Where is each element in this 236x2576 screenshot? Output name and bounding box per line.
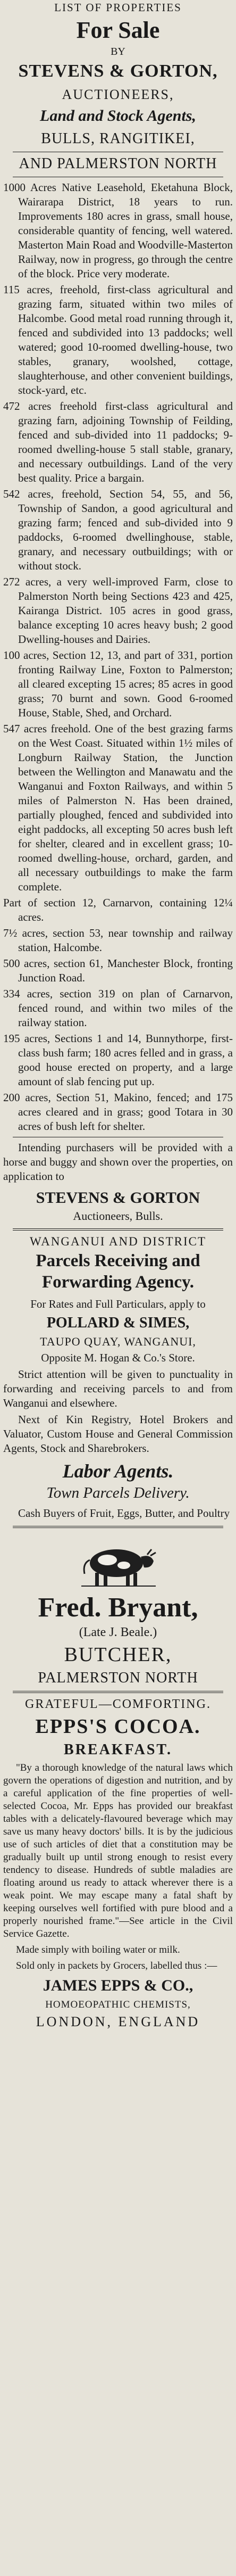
signature-firm: STEVENS & GORTON <box>36 1189 200 1207</box>
epps-cocoa-advert <box>3 1697 233 2030</box>
for-sale-heading: For Sale <box>76 17 160 43</box>
list-item: 7½ acres, section 53, near township and railway station, Halcombe. <box>3 927 233 954</box>
list-item: 195 acres, Sections 1 and 14, Bunnythorpe, first-class bush farm; 180 acres felled and in grass, a good house erected on property, and a large amount of slab fencing put up. <box>3 1032 233 1088</box>
epps-city: LONDON, ENGLAND <box>36 2014 200 2030</box>
list-item: 542 acres, freehold, Section 54, 55, and 56, Township of Sandon, a good agricultural and grazing farm; fenced and sub-divided into 9 paddocks, 6-roomed dwellinghouse, stable, granary, and necessary outbuildings; with or without stock. <box>3 488 233 572</box>
epps-homoeo: HOMOEOPATHIC CHEMISTS, <box>45 1999 191 2011</box>
list-item: 472 acres freehold first-class agricultural and grazing farn, adjoining Township of Feilding, fenced and sub-divided into 11 paddocks; 9-roomed dwelling-house 5 stall stable, granary, and necessary outbuildings. Land of the very best quality. Price a bargain. <box>3 400 233 484</box>
pollard-simes: POLLARD & SIMES, <box>46 1315 190 1332</box>
section-divider <box>13 1526 223 1528</box>
by-label: BY <box>111 46 125 57</box>
butcher-trade: BUTCHER, <box>64 1644 172 1666</box>
place-palmerston: AND PALMERSTON NORTH <box>19 155 217 172</box>
town-parcels: Town Parcels Delivery. <box>46 1484 190 1502</box>
list-item: 500 acres, section 61, Manchester Block, fronting Junction Road. <box>3 957 233 984</box>
list-item: 334 acres, section 319 on plan of Carnarvon, fenced round, and within two miles of the railway station. <box>3 987 233 1029</box>
section-divider <box>13 1691 223 1693</box>
bull-icon <box>78 1535 158 1589</box>
property-list <box>3 180 233 1134</box>
epps-sold: Sold only in packets by Grocers, labelled thus :— <box>16 1960 217 1972</box>
wanganui-subtitle: Parcels Receiving and Forwarding Agency. <box>36 1251 200 1292</box>
opposite-hogan: Opposite M. Hogan & Co.'s Store. <box>41 1351 195 1365</box>
firm-name: STEVENS & GORTON, <box>18 61 218 81</box>
list-item: 272 acres, a very well-improved Farm, close to Palmerston North being Sections 423 and 425, Kairanga District. 105 acres in good grass, balance excepting 10 acres heavy bush; 2 good Dwelling-houses and Dairies. <box>3 575 233 646</box>
epps-firm: JAMES EPPS & CO., <box>43 1977 193 1995</box>
list-item: Part of section 12, Carnarvon, containing 12¼ acres. <box>3 896 233 923</box>
bull-illustration-wrap <box>3 1535 233 1589</box>
signature-subtitle: Auctioneers, Bulls. <box>73 1209 163 1223</box>
apply-text: For Rates and Full Particulars, apply to <box>30 1298 206 1311</box>
butcher-predecessor: (Late J. Beale.) <box>79 1625 157 1640</box>
newspaper-column <box>0 2 236 2030</box>
list-item: 547 acres freehold. One of the best grazing farms on the West Coast. Situated within 1½ miles of Longburn Railway Station, the Junction between the Wellington and Manawatu and the Wanganui and Foxton Railways, and within 5 miles of Palmerston N. Has been drained, partially ploughed, fenced and subdivided into eight paddocks, all excepting 50 acres bush left for shelter, cleared and in excellent grass; 10-roomed dwelling-house, orchard, garden, and all necessary outbuildings to make the farm complete. <box>3 722 233 893</box>
land-stock-agents: Land and Stock Agents, <box>40 107 196 125</box>
taupo-quay: TAUPO QUAY, WANGANUI, <box>40 1335 196 1349</box>
section-divider <box>13 1228 223 1231</box>
stevens-gorton-advert <box>3 2 233 1223</box>
wanganui-parcels-advert <box>3 1235 233 1521</box>
firm-role: AUCTIONEERS, <box>62 87 174 102</box>
epps-cocoa-title: EPPS'S COCOA. <box>35 1715 201 1738</box>
list-item: 1000 Acres Native Leasehold, Eketahuna Block, Wairarapa District, 18 years to run. Improvements 180 acres in grass, small house, considerable quantity of fencing, well watered. Masterton Main Road and Woodville-Masterton Railway, now in progress, go through the centre of the block. Price very moderate. <box>3 181 233 280</box>
place-bulls: BULLS, RANGITIKEI, <box>41 130 195 147</box>
next-of-kin: Next of Kin Registry, Hotel Brokers and Valuator, Custom House and General Commission Agents, Stock and Sharebrokers. <box>3 1413 233 1455</box>
breakfast-heading: BREAKFAST. <box>64 1741 172 1758</box>
list-item: 100 acres, Section 12, 13, and part of 331, portion fronting Railway Line, Foxton to Palmerston; all cleared excepting 15 acres; 85 acres in good grass; 70 burnt and sown. Good 6-roomed House, Stable, Shed, and Orchard. <box>3 649 233 719</box>
grateful-comforting: GRATEFUL—COMFORTING. <box>25 1697 211 1712</box>
strict-attention: Strict attention will be given to punctuality in forwarding and receiving parcels to and from Wanganui and elsewhere. <box>3 1368 233 1410</box>
cash-buyers: Cash Buyers of Fruit, Eggs, Butter, and Poultry <box>18 1507 230 1520</box>
wanganui-title: WANGANUI AND DISTRICT <box>29 1235 207 1248</box>
bryant-butcher-advert <box>3 1535 233 1687</box>
masthead: LIST OF PROPERTIES <box>54 1 182 14</box>
epps-body: "By a thorough knowledge of the natural laws which govern the operations of digestion and nutrition, and by a careful application of the fine properties of well-selected Cocoa, Mr. Epps has provided our breakfast tables with a delicately-flavoured beverage which may save us many heavy doctors' bills. It is by the judicious use of such articles of diet that a constitution may be gradually built up until strong enough to resist every tendency to disease. Hundreds of subtle maladies are floating around us ready to attack wherever there is a weak point. We may escape many a fatal shaft by keeping ourselves well fortified with pure blood and a properly nourished frame."—See article in the Civil Service Gazette. <box>3 1762 233 1940</box>
epps-made: Made simply with boiling water or milk. <box>16 1944 180 1956</box>
list-item: 200 acres, Section 51, Makino, fenced; and 175 acres cleared and in grass; good Totara in 30 acres of bush left for shelter. <box>3 1091 233 1133</box>
butcher-name: Fred. Bryant, <box>38 1592 198 1623</box>
butcher-place: PALMERSTON NORTH <box>38 1670 198 1687</box>
intending-purchasers: Intending purchasers will be provided with a horse and buggy and shown over the properties, on application to <box>3 1141 233 1183</box>
list-item: 115 acres, freehold, first-class agricultural and grazing farm, situated within two miles of Halcombe. Good metal road running through it, fenced and subdivided into 13 paddocks; well watered; good 10-roomed dwelling-house, two stables, granary, woolshed, cottage, slaughterhouse, and other convenient buildings, stock-yard, etc. <box>3 283 233 397</box>
labor-agents: Labor Agents. <box>62 1460 174 1482</box>
